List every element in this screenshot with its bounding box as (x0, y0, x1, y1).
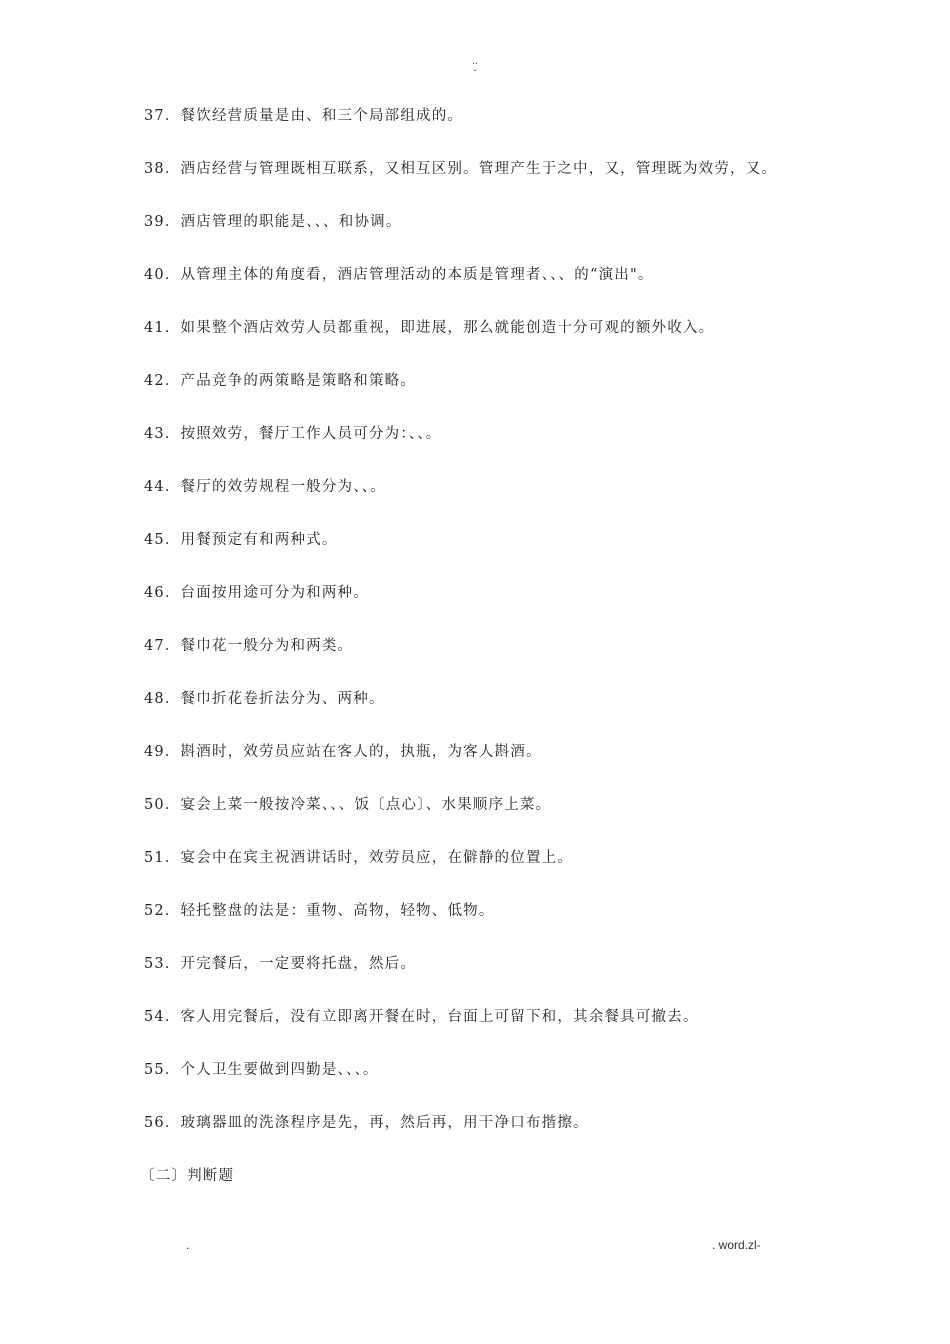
question-43: 43．按照效劳，餐厅工作人员可分为：、、。 (144, 426, 442, 442)
question-41: 41．如果整个酒店效劳人员都重视，即进展，那么就能创造十分可观的额外收入。 (144, 320, 715, 336)
question-40: 40．从管理主体的角度看，酒店管理活动的本质是管理者、、、的“演出"。 (144, 267, 654, 283)
question-52: 52．轻托整盘的法是：重物、高物，轻物、低物。 (144, 903, 495, 919)
question-46: 46．台面按用途可分为和两种。 (144, 585, 369, 601)
question-47: 47．餐巾花一般分为和两类。 (144, 638, 354, 654)
question-50: 50．宴会上菜一般按冷菜、、、饭〔点心〕、水果顺序上菜。 (144, 797, 552, 813)
question-37: 37．餐饮经营质量是由、和三个局部组成的。 (144, 108, 464, 124)
question-51: 51．宴会中在宾主祝酒讲话时，效劳员应，在僻静的位置上。 (144, 850, 574, 866)
question-55: 55．个人卫生要做到四勤是、、、。 (144, 1062, 379, 1078)
question-48: 48．餐巾折花卷折法分为、两种。 (144, 691, 385, 707)
question-49: 49．斟酒时，效劳员应站在客人的，执瓶，为客人斟酒。 (144, 744, 542, 760)
footer-left-mark: . (186, 1238, 190, 1252)
section-heading-true-false: 〔二〕判断题 (140, 1168, 235, 1184)
question-39: 39．酒店管理的职能是、、、和协调。 (144, 214, 402, 230)
question-45: 45．用餐预定有和两种式。 (144, 532, 338, 548)
question-53: 53．开完餐后，一定要将托盘，然后。 (144, 956, 417, 972)
question-42: 42．产品竞争的两策略是策略和策略。 (144, 373, 417, 389)
question-54: 54．客人用完餐后，没有立即离开餐在时，台面上可留下和，其余餐具可撤去。 (144, 1009, 699, 1025)
page-header-mark: .. - (472, 57, 478, 76)
document-body (140, 104, 904, 1188)
footer-right-mark: . word.zl- (712, 1238, 761, 1252)
question-56: 56．玻璃器皿的洗涤程序是先，再，然后再，用干净口布揩擦。 (144, 1115, 589, 1131)
question-44: 44．餐厅的效劳规程一般分为、、。 (144, 479, 386, 495)
question-38: 38．酒店经营与管理既相互联系，又相互区别。管理产生于之中，又，管理既为效劳，又。 (144, 161, 778, 177)
